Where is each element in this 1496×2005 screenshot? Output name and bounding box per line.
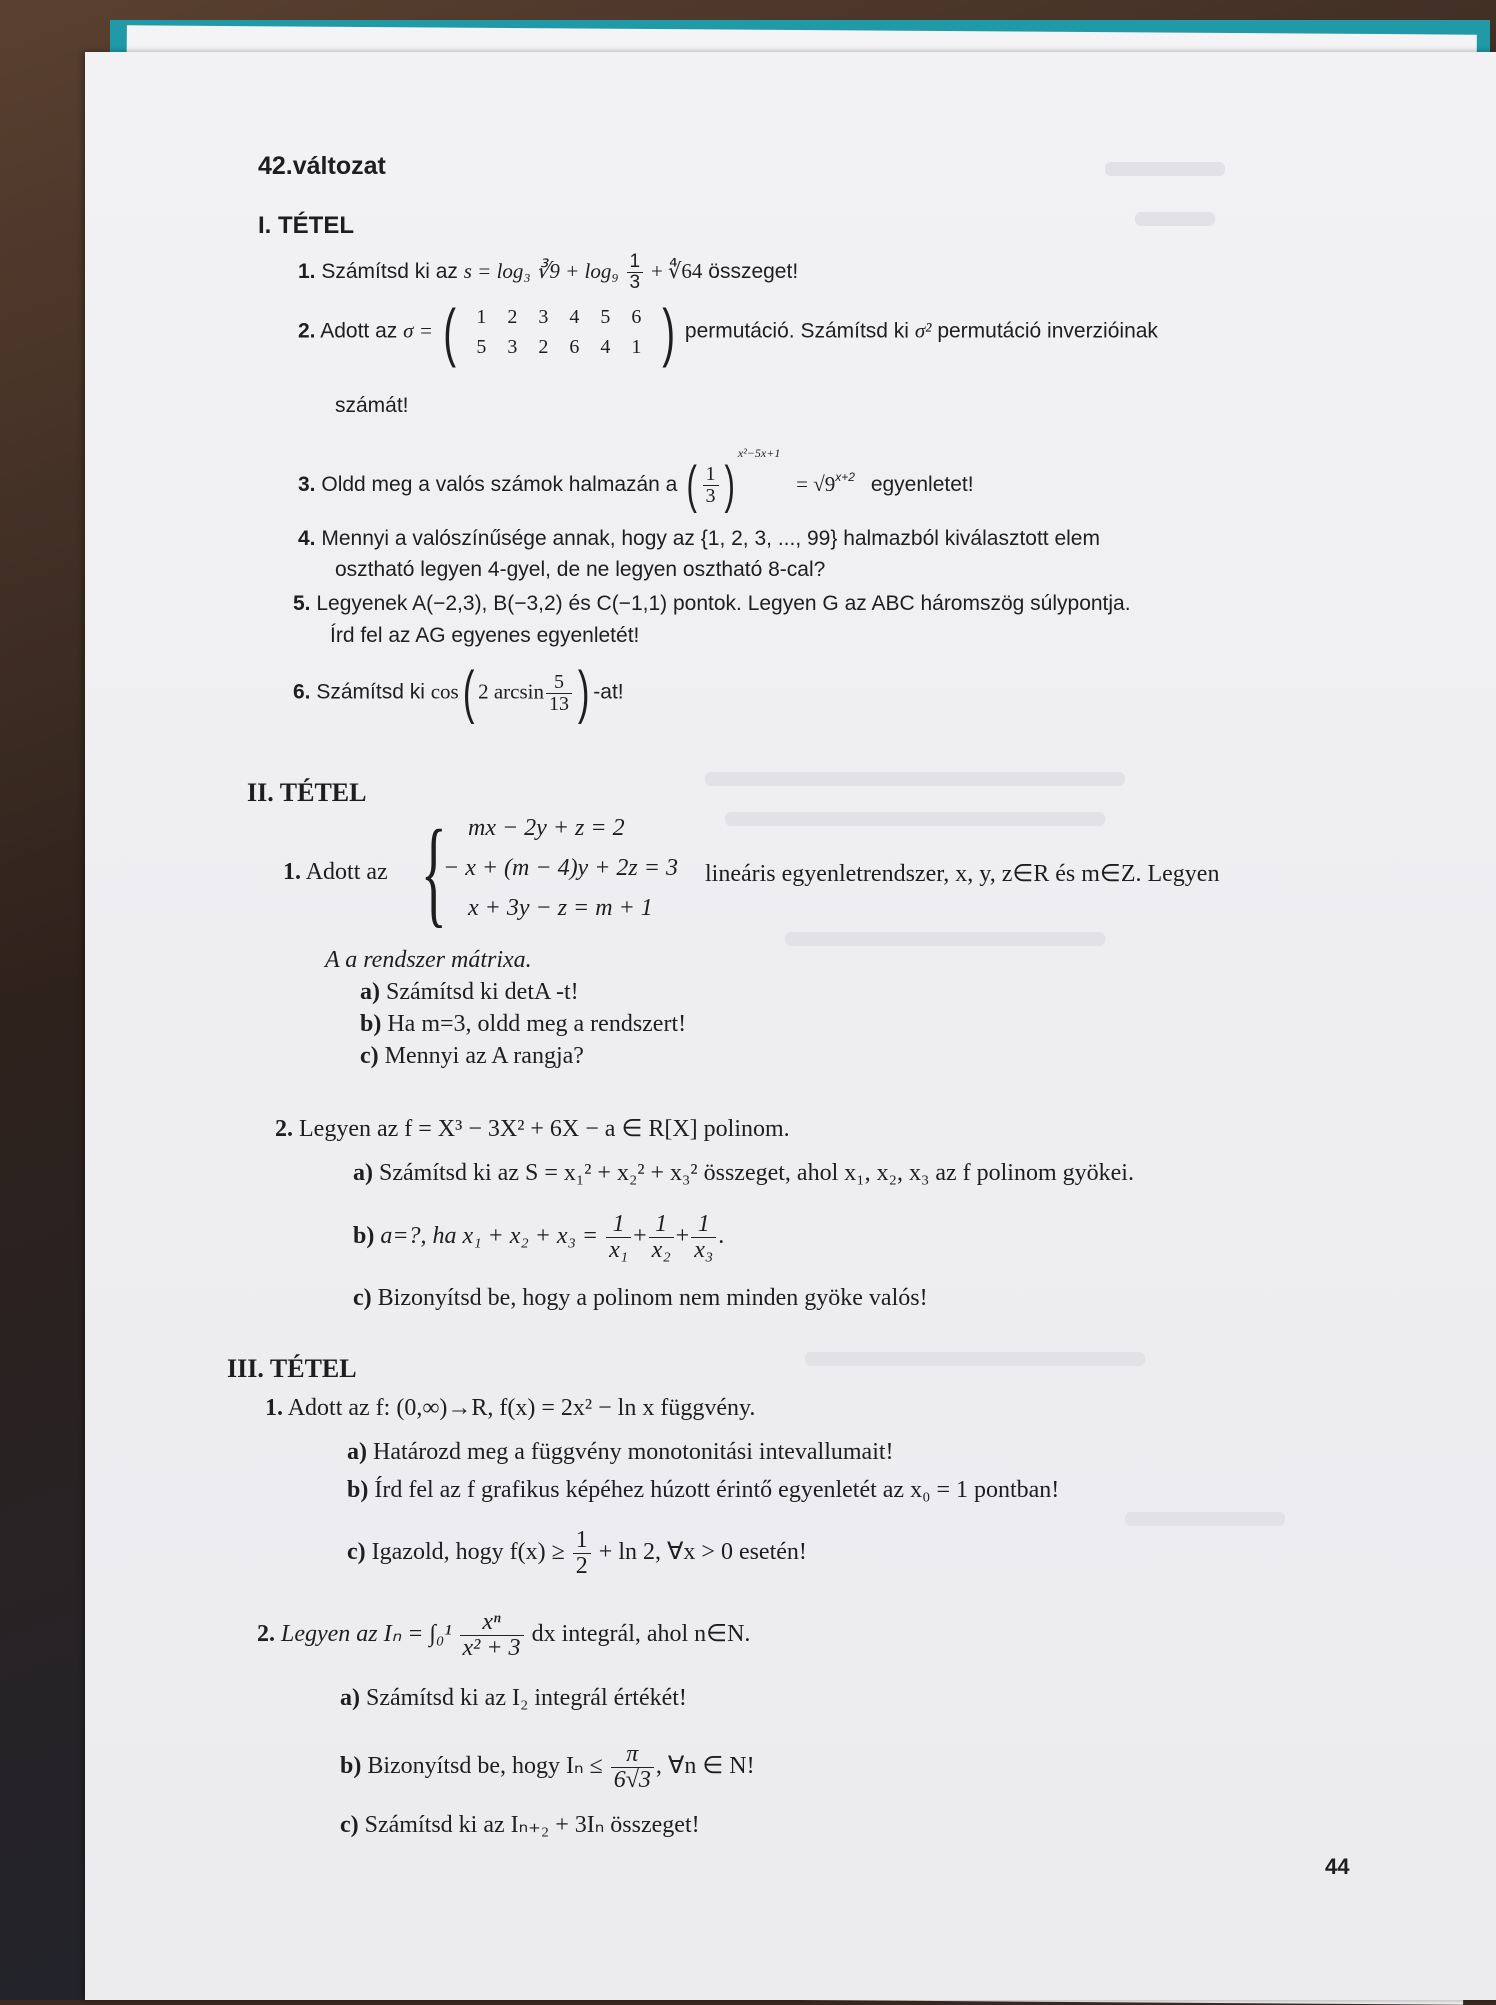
matrix-cell: 4 (569, 306, 580, 328)
system-equation-3: x + 3y − z = m + 1 (468, 895, 653, 921)
fraction-denominator: x₃ (694, 1237, 714, 1264)
subproblem-text: Mennyi az A rangja? (384, 1043, 584, 1069)
problem-number: 1. (265, 1395, 283, 1421)
show-through-mark (785, 932, 1105, 946)
problem-number: 4. (298, 527, 316, 550)
subproblem-text: Határozd meg a függvény monotonitási intevallumait! (373, 1439, 894, 1465)
math-expression: + ∜64 (650, 258, 703, 283)
section-2-heading: II. TÉTEL (247, 778, 367, 807)
subproblem-text: Számítsd ki az S = x₁² + x₂² + x₃² összeget, ahol x₁, x₂, x₃ az f polinom gyökei. (379, 1160, 1134, 1186)
subproblem-2-1-c (360, 1043, 584, 1070)
math-expression: 2 arcsin (478, 679, 544, 704)
problem-3-2 (257, 1610, 750, 1661)
show-through-mark (1125, 1512, 1285, 1526)
subproblem-text: Bizonyítsd be, hogy a polinom nem minden gyöke valós! (377, 1285, 928, 1311)
subproblem-2-2-b: b) a=?, ha x₁ + x₂ + x₃ = $\frac{1}{\text{x₁}}$ + $\frac{1}{\text{x₂}}$ + $\frac{1}{\text{x₃}}$ . (353, 1211, 725, 1264)
problem-text: Adott az (305, 859, 388, 885)
problem-text: Számítsd ki (316, 680, 425, 704)
matrix-cell: 1 (631, 336, 642, 358)
problem-number: 6. (293, 680, 311, 704)
fraction-denominator: 13 (548, 692, 569, 715)
problem-number: 2. (298, 319, 316, 343)
problem-1-6 (293, 660, 624, 725)
exam-sheet (85, 52, 1496, 2000)
subproblem-text: Számítsd ki az Iₙ₊₂ + 3Iₙ összeget! (364, 1812, 700, 1838)
fraction-numerator: π (611, 1742, 654, 1768)
matrix-bottom-row (466, 332, 652, 362)
math-expression: Igazold, hogy f(x) ≥ (371, 1539, 565, 1566)
subproblem-label: c) (353, 1285, 372, 1311)
math-expression: = √9 (796, 472, 836, 496)
subproblem-label: a) (347, 1439, 367, 1465)
subproblem-label: c) (340, 1812, 359, 1838)
fraction-denominator: x₁ (609, 1237, 629, 1264)
math-expression: Bizonyítsd be, hogy Iₙ ≤ (367, 1753, 603, 1780)
math-expression: , ∀n ∈ N! (655, 1753, 755, 1780)
problem-1-5-continued: Írd fel az AG egyenes egyenletét! (330, 624, 640, 647)
matrix-cell: 6 (569, 336, 580, 358)
problem-1-4 (298, 527, 1100, 551)
subproblem-2-1-b (360, 1011, 686, 1038)
problem-1-4-continued: osztható legyen 4-gyel, de ne legyen osztható 8-cal? (335, 558, 826, 581)
subproblem-text: Írd fel az f grafikus képéhez húzott érintő egyenletét az x₀ = 1 pontban! (374, 1477, 1060, 1503)
problem-text: Oldd meg a valós számok halmazán a (321, 473, 678, 496)
fraction-numerator: 1 (606, 1212, 631, 1238)
permutation-matrix (466, 302, 652, 362)
subproblem-label: b) (340, 1753, 362, 1780)
matrix-cell: 3 (538, 306, 549, 328)
subproblem-2-2-a (353, 1160, 1134, 1187)
subproblem-label: a) (353, 1160, 373, 1186)
fraction (606, 1212, 631, 1263)
system-brace: { (420, 805, 447, 938)
subproblem-2-1-a (360, 979, 579, 1006)
fraction (649, 1212, 674, 1263)
math-expression: cos (430, 679, 459, 704)
fraction-numerator: 1 (627, 252, 644, 273)
problem-1-2-continued: számát! (335, 394, 409, 417)
fraction-numerator: 5 (546, 672, 572, 694)
problem-number: 2. (257, 1621, 275, 1648)
problem-text: Adott az (320, 319, 398, 343)
matrix-top-row (466, 302, 652, 332)
math-expression: σ² (914, 318, 932, 343)
system-equation-2: − x + (m − 4)y + 2z = 3 (443, 855, 678, 881)
fraction-numerator: 1 (649, 1212, 674, 1238)
system-equation-1: mx − 2y + z = 2 (468, 815, 625, 841)
subproblem-2-2-c (353, 1285, 928, 1312)
problem-text: Legyen az f = X³ − 3X² + 6X − a ∈ R[X] polinom. (299, 1116, 790, 1142)
subproblem-3-2-c (340, 1810, 700, 1839)
right-paren: ) (577, 660, 590, 725)
fraction-numerator: 1 (691, 1212, 716, 1238)
subproblem-label: c) (347, 1539, 366, 1566)
problem-2-1-matrix-note: A a rendszer mátrixa. (325, 947, 532, 973)
subproblem-3-1-b (347, 1477, 1059, 1504)
problem-1-3 (298, 446, 974, 515)
left-paren: ( (442, 296, 456, 368)
matrix-cell: 6 (631, 306, 642, 328)
fraction-numerator: 1 (573, 1528, 591, 1554)
matrix-cell: 1 (476, 306, 487, 328)
math-expression: + ln 2, ∀x > 0 esetén! (598, 1539, 807, 1566)
fraction (627, 252, 644, 293)
math-expression: a=?, ha x₁ + x₂ + x₃ = (380, 1223, 599, 1250)
exponent: x²−5x+1 (737, 446, 781, 460)
subproblem-label: c) (360, 1043, 379, 1069)
math-expression: s = log₃ ∛9 + log₉ (463, 258, 619, 283)
problem-text: összeget! (708, 259, 799, 283)
fraction (573, 1528, 591, 1579)
problem-1-2 (298, 296, 1158, 368)
fraction (691, 1212, 716, 1263)
subproblem-3-1-c (347, 1528, 807, 1579)
matrix-cell: 2 (538, 336, 549, 358)
right-paren: ) (724, 456, 735, 515)
subproblem-label: a) (360, 979, 380, 1005)
section-1-heading: I. TÉTEL (258, 212, 354, 239)
subproblem-3-1-a (347, 1439, 894, 1466)
subproblem-text: Számítsd ki detA -t! (386, 979, 579, 1005)
fraction (611, 1742, 654, 1793)
fraction-numerator: 1 (703, 464, 719, 486)
subproblem-label: b) (347, 1477, 369, 1503)
fraction-denominator: x₂ (651, 1237, 671, 1264)
section-3-heading: III. TÉTEL (227, 1354, 357, 1383)
fraction-numerator: xⁿ (460, 1610, 524, 1636)
show-through-mark (1105, 162, 1225, 176)
page-number: 44 (1325, 1854, 1350, 1879)
fraction (703, 464, 719, 507)
problem-text: Adott az f: (0,∞)→R, f(x) = 2x² − ln x függvény. (287, 1395, 756, 1421)
math-expression: σ = (403, 318, 433, 343)
matrix-cell: 3 (507, 336, 518, 358)
problem-number: 1. (283, 859, 301, 885)
problem-number: 2. (275, 1116, 293, 1142)
exponent: x+2 (835, 470, 855, 484)
show-through-mark (1135, 212, 1215, 226)
left-paren: ( (686, 456, 698, 515)
fraction-denominator: 2 (575, 1553, 588, 1580)
problem-text: Legyenek A(−2,3), B(−3,2) és C(−1,1) pontok. Legyen G az ABC háromszög súlypontja. (316, 592, 1131, 615)
subproblem-3-2-b (340, 1742, 755, 1793)
subproblem-label: b) (353, 1223, 375, 1250)
matrix-cell: 2 (507, 306, 518, 328)
problem-text: Mennyi a valószínűsége annak, hogy az {1, 2, 3, ..., 99} halmazból kiválasztott elem (321, 527, 1100, 550)
fraction (460, 1610, 524, 1661)
problem-1-1 (298, 252, 798, 293)
math-expression: Legyen az Iₙ = ∫₀¹ (281, 1621, 452, 1648)
problem-2-1 (283, 859, 388, 886)
matrix-cell: 5 (600, 306, 611, 328)
fraction-denominator: 3 (629, 271, 641, 293)
problem-text: dx integrál, ahol n∈N. (531, 1621, 751, 1648)
problem-text: egyenletet! (870, 473, 974, 496)
fraction-denominator: x² + 3 (462, 1635, 521, 1662)
problem-text: permutáció inverzióinak (937, 319, 1158, 343)
problem-2-2 (275, 1114, 790, 1143)
subproblem-label: a) (340, 1685, 360, 1711)
problem-text: permutáció. Számítsd ki (684, 319, 909, 343)
subproblem-text: Ha m=3, oldd meg a rendszert! (387, 1011, 687, 1037)
problem-number: 5. (293, 592, 311, 615)
fraction-denominator: 6√3 (613, 1767, 651, 1794)
problem-text: Számítsd ki az (321, 259, 458, 283)
matrix-cell: 4 (600, 336, 611, 358)
problem-text: -at! (593, 680, 624, 704)
show-through-mark (705, 772, 1125, 786)
right-paren: ) (661, 296, 675, 368)
problem-2-1-tail: lineáris egyenletrendszer, x, y, z∈R és m∈Z. Legyen (705, 861, 1220, 887)
show-through-mark (805, 1352, 1145, 1366)
fraction (546, 672, 572, 715)
problem-3-1 (265, 1395, 755, 1422)
matrix-cell: 5 (476, 336, 487, 358)
problem-1-5 (293, 592, 1131, 616)
problem-number: 3. (298, 473, 316, 496)
subproblem-3-2-a (340, 1685, 687, 1712)
left-paren: ( (462, 660, 475, 725)
variant-title: 42.változat (258, 152, 386, 180)
subproblem-label: b) (360, 1011, 382, 1037)
problem-number: 1. (298, 259, 316, 283)
show-through-mark (725, 812, 1105, 826)
fraction-denominator: 3 (705, 484, 716, 507)
subproblem-text: Számítsd ki az I₂ integrál értékét! (366, 1685, 687, 1711)
